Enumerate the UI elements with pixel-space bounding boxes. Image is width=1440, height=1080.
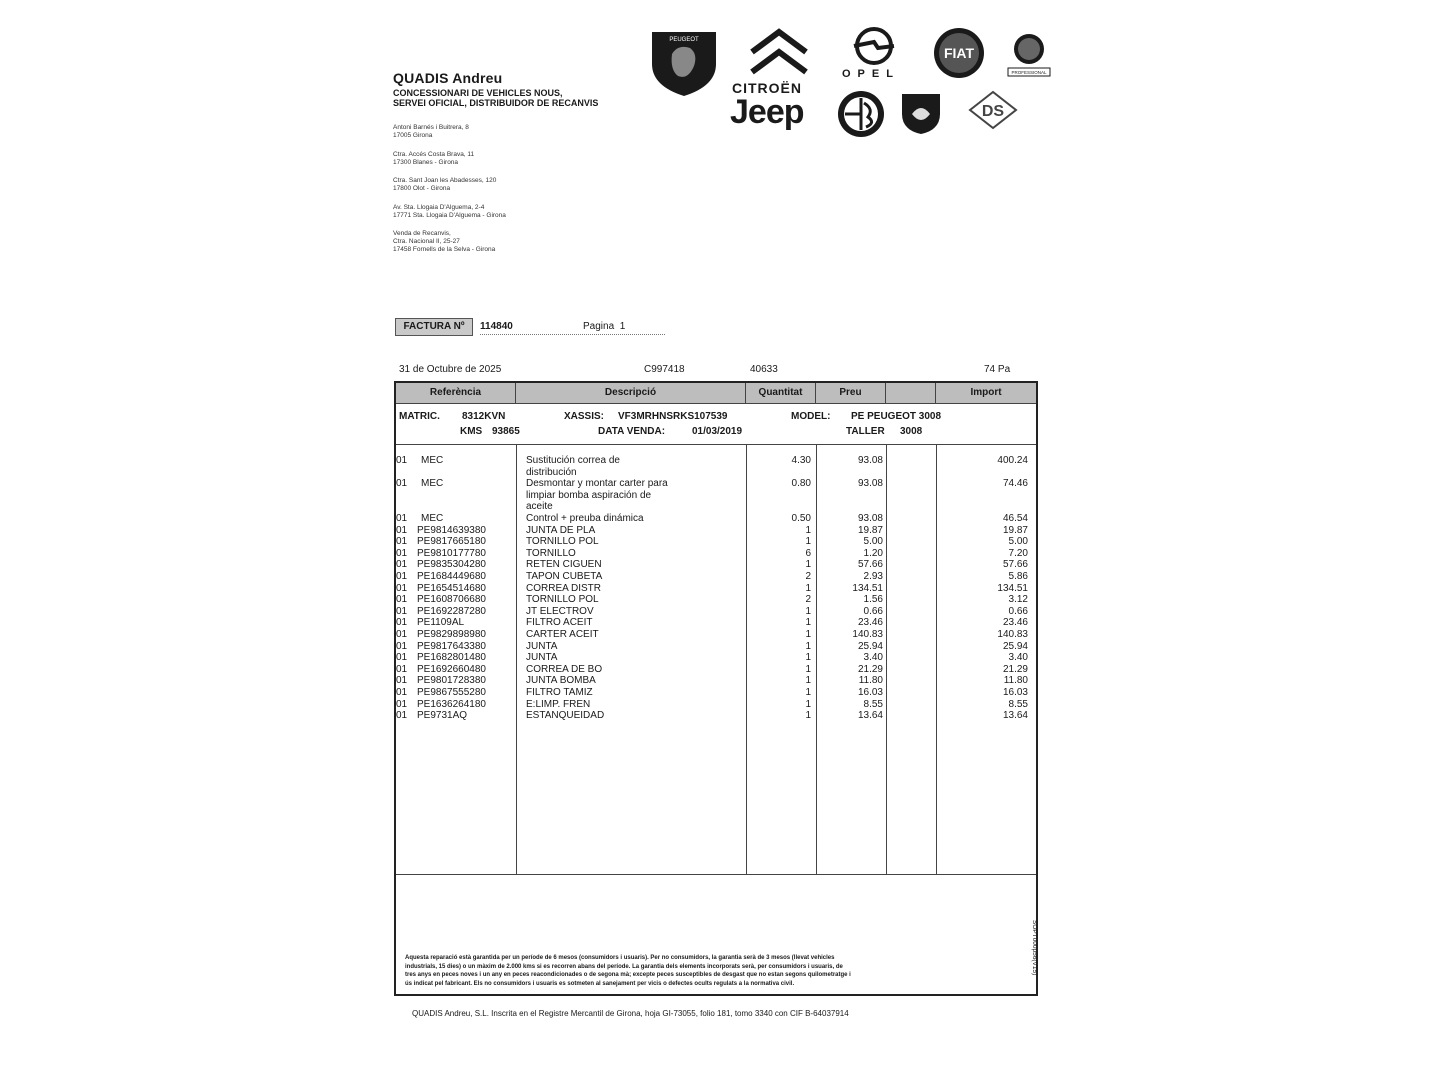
form-code: SOPT000p56(V15) — [1031, 920, 1038, 976]
line-c: 01 — [396, 652, 408, 664]
line-import: 7.20 — [1008, 547, 1028, 559]
peugeot-logo-text: PEUGEOT — [669, 37, 699, 43]
line-price: 13.64 — [857, 710, 883, 722]
line-ref: PE9810177780 — [417, 547, 486, 559]
line-qty: 1 — [805, 582, 811, 594]
citroen-logo-text: CITROËN — [732, 80, 802, 96]
abarth-logo-icon — [898, 88, 944, 136]
line-ref: PE9835304280 — [417, 559, 486, 571]
pagina-text: Pagina — [583, 321, 615, 332]
line-desc: FILTRO ACEIT — [526, 617, 593, 629]
column-header-preu: Preu — [816, 383, 886, 403]
column-header-descripcio: Descripció — [516, 383, 746, 403]
fiat-logo-text: FIAT — [943, 45, 975, 61]
line-desc: Sustitución correa de — [526, 455, 620, 466]
line-import: 57.66 — [1002, 559, 1028, 571]
address-block — [393, 204, 506, 220]
column-line — [816, 444, 817, 874]
line-price: 134.51 — [852, 582, 883, 594]
data-venda-value: 01/03/2019 — [692, 426, 743, 437]
line-desc: JUNTA — [526, 652, 558, 664]
line-qty: 1 — [805, 559, 811, 571]
invoice-code: 40633 — [750, 364, 778, 375]
line-price: 25.94 — [857, 640, 883, 652]
line-import: 21.29 — [1002, 663, 1028, 675]
line-qty: 1 — [805, 524, 811, 536]
line-desc: Desmontar y montar carter para — [526, 478, 668, 490]
matric-value: 8312KVN — [462, 411, 506, 422]
line-import: 8.55 — [1008, 698, 1028, 710]
line-import: 400.24 — [997, 455, 1028, 466]
line-qty: 2 — [805, 594, 811, 606]
address-block — [393, 177, 496, 193]
line-ref: PE9801728380 — [417, 675, 486, 687]
line-c: 01 — [396, 687, 408, 698]
invoice-code: C997418 — [644, 364, 685, 375]
line-qty: 6 — [805, 547, 811, 559]
line-price: 11.80 — [858, 675, 883, 687]
line-import: 13.64 — [1002, 710, 1028, 722]
body-bottom-divider — [396, 874, 1036, 875]
column-header-blank — [886, 383, 936, 403]
line-import: 46.54 — [1002, 513, 1028, 524]
line-price: 16.03 — [857, 687, 883, 698]
address-line: Antoni Barnés i Buitrera, 8 — [393, 124, 469, 131]
ds-logo-icon — [966, 88, 1020, 132]
line-price: 19.87 — [857, 524, 883, 536]
factura-number: 114840 — [480, 321, 513, 332]
line-import: 16.03 — [1002, 687, 1028, 698]
line-ref: PE1636264180 — [417, 698, 486, 710]
jeep-logo-text: Jeep — [730, 93, 804, 131]
line-price: 93.08 — [857, 478, 883, 490]
invoice-code: 74 Pa — [984, 364, 1011, 375]
line-ref: PE1654514680 — [417, 582, 486, 594]
line-ref: PE9817643380 — [417, 640, 486, 652]
line-qty: 1 — [805, 617, 811, 629]
line-qty: 1 — [805, 710, 811, 722]
line-c: 01 — [396, 571, 408, 582]
line-price: 140.83 — [852, 629, 883, 640]
address-line: Ctra. Sant Joan les Abadesses, 120 — [393, 177, 497, 184]
line-desc: CORREA DISTR — [526, 582, 602, 594]
line-ref: PE1684449680 — [417, 571, 486, 582]
line-price: 57.66 — [857, 559, 883, 571]
line-import: 74.46 — [1002, 478, 1028, 490]
line-ref: PE1608706680 — [417, 594, 486, 606]
column-header-import: Import — [936, 383, 1036, 403]
line-desc: JT ELECTROV — [526, 605, 594, 617]
legal-line: industrials, 15 dies) o un màxim de 2.000 kms si es recorren abans del període. La garantia dels elements incorporats serà, per consumidors i usuaris, de — [405, 963, 843, 970]
line-desc: CARTER ACEIT — [526, 629, 599, 640]
line-price: 93.08 — [857, 455, 883, 466]
line-desc: TORNILLO POL — [526, 536, 599, 548]
line-price: 3.40 — [863, 652, 883, 664]
line-import: 25.94 — [1002, 640, 1028, 652]
line-c: 01 — [396, 513, 408, 524]
model-label: MODEL: — [791, 411, 831, 422]
legal-notice — [405, 954, 1025, 988]
line-c: 01 — [396, 605, 408, 617]
line-c: 01 — [396, 675, 408, 687]
line-desc: distribución — [526, 466, 577, 478]
line-ref: PE9829898980 — [417, 629, 486, 640]
line-c: 01 — [396, 640, 408, 652]
info-divider — [396, 444, 1036, 445]
line-desc: JUNTA — [526, 640, 558, 652]
pagina-number: 1 — [619, 321, 626, 332]
legal-line: tres anys en peces noves i un any en peces reacondicionades o de segona mà; excepte peces susceptibles de desgast que no estan segons quilometratge i — [405, 972, 851, 978]
column-line — [516, 444, 517, 874]
line-qty: 2 — [805, 571, 811, 582]
line-qty: 1 — [805, 663, 811, 675]
alfa-romeo-logo-icon — [836, 89, 886, 139]
kms-value: 93865 — [492, 426, 520, 437]
column-header-quantitat: Quantitat — [746, 383, 816, 403]
line-c: 01 — [396, 536, 408, 548]
line-c: 01 — [396, 547, 408, 559]
line-ref: PE9867555280 — [417, 687, 486, 698]
company-description — [393, 88, 598, 108]
line-ref: PE1109AL — [417, 617, 465, 629]
line-import: 23.46 — [1002, 617, 1028, 629]
line-import: 140.83 — [997, 629, 1028, 640]
opel-logo-text: OPEL — [842, 68, 900, 80]
line-qty: 1 — [805, 687, 811, 698]
address-line: Venda de Recanvis, — [393, 230, 451, 237]
line-qty: 1 — [805, 605, 811, 617]
line-c: 01 — [396, 559, 408, 571]
pagina-label — [583, 321, 625, 332]
line-desc: E:LIMP. FREN — [526, 698, 591, 710]
professional-logo-text: PROFESSIONAL — [1011, 70, 1047, 75]
line-ref: MEC — [421, 455, 444, 466]
address-line: 17300 Blanes - Girona — [393, 159, 459, 166]
company-desc-line: SERVEI OFICIAL, DISTRIBUIDOR DE RECANVIS — [393, 98, 599, 108]
line-qty: 1 — [805, 629, 811, 640]
line-price: 0.66 — [863, 605, 883, 617]
registry-line: QUADIS Andreu, S.L. Inscrita en el Registre Mercantil de Girona, hoja GI-73055, folio 181, tomo 3340 con CIF B-64037914 — [412, 1009, 849, 1018]
line-desc: RETEN CIGUEN — [526, 559, 602, 571]
line-qty: 4.30 — [791, 455, 811, 466]
line-import: 19.87 — [1002, 524, 1028, 536]
kms-label: KMS — [460, 426, 483, 437]
fiat-logo-icon — [932, 26, 986, 80]
factura-label: FACTURA Nº — [395, 318, 473, 336]
invoice-date: 31 de Octubre de 2025 — [399, 364, 502, 375]
line-price: 1.56 — [863, 594, 883, 606]
line-c: 01 — [396, 594, 408, 606]
citroen-chevrons-icon — [748, 26, 810, 78]
column-header-referencia: Referència — [396, 383, 516, 403]
line-c: 01 — [396, 710, 408, 722]
line-qty: 1 — [805, 698, 811, 710]
line-price: 21.29 — [857, 663, 883, 675]
line-ref: PE9731AQ — [417, 710, 468, 722]
peugeot-logo-icon — [648, 26, 720, 98]
line-ref: PE1692660480 — [417, 663, 486, 675]
address-line: 17005 Girona — [393, 132, 433, 139]
address-line: 17800 Olot - Girona — [393, 185, 451, 192]
line-import: 134.51 — [997, 582, 1028, 594]
column-line — [746, 444, 747, 874]
line-price: 1.20 — [863, 547, 883, 559]
line-import: 3.12 — [1008, 594, 1028, 606]
line-c: 01 — [396, 524, 408, 536]
line-ref: PE9817665180 — [417, 536, 486, 548]
line-price: 5.00 — [863, 536, 883, 548]
line-qty: 0.50 — [791, 513, 811, 524]
line-desc: aceite — [526, 501, 553, 513]
line-qty: 0.80 — [791, 478, 811, 490]
line-ref: MEC — [421, 478, 444, 490]
line-c: 01 — [396, 478, 408, 490]
matric-label: MATRIC. — [399, 411, 440, 422]
address-block — [393, 124, 469, 140]
xassis-label: XASSIS: — [564, 411, 605, 422]
line-c: 01 — [396, 663, 408, 675]
line-desc: TORNILLO POL — [526, 594, 599, 606]
line-ref: PE9814639380 — [417, 524, 486, 536]
address-line: 17771 Sta. Llogaia D'Alguema - Girona — [393, 212, 506, 219]
company-name: QUADIS Andreu — [393, 70, 503, 86]
taller-value: 3008 — [900, 426, 923, 437]
line-qty: 1 — [805, 536, 811, 548]
xassis-value: VF3MRHNSRKS107539 — [618, 411, 728, 422]
taller-label: TALLER — [846, 426, 885, 437]
line-desc: FILTRO TAMIZ — [526, 687, 593, 698]
line-desc: TORNILLO — [526, 547, 576, 559]
address-block — [393, 151, 474, 167]
column-line — [886, 444, 887, 874]
line-desc: JUNTA BOMBA — [526, 675, 596, 687]
line-qty: 1 — [805, 652, 811, 664]
line-ref: MEC — [421, 513, 444, 524]
address-line: Ctra. Nacional II, 25-27 — [393, 238, 460, 245]
line-price: 23.46 — [857, 617, 883, 629]
line-price: 93.08 — [857, 513, 883, 524]
line-c: 01 — [396, 617, 408, 629]
line-c: 01 — [396, 455, 408, 466]
line-c: 01 — [396, 629, 408, 640]
line-qty: 1 — [805, 640, 811, 652]
line-qty: 1 — [805, 675, 811, 687]
line-price: 8.55 — [863, 698, 883, 710]
line-import: 5.00 — [1008, 536, 1028, 548]
legal-line: Aquesta reparació està garantida per un període de 6 mesos (consumidors i usuaris). Per no consumidors, la garantia serà de 3 mesos (llevat vehicles — [405, 955, 835, 961]
line-c: 01 — [396, 582, 408, 594]
line-desc: TAPON CUBETA — [526, 571, 603, 582]
line-ref: PE1692287280 — [417, 605, 486, 617]
company-desc-line: CONCESSIONARI DE VEHICLES NOUS, — [393, 88, 563, 98]
line-c: 01 — [396, 698, 408, 710]
address-block — [393, 230, 495, 254]
ds-logo-text: DS — [981, 103, 1005, 120]
line-desc: limpiar bomba aspiración de — [526, 489, 652, 501]
address-line: Av. Sta. Llogaia D'Alguema, 2-4 — [393, 204, 485, 211]
line-desc: CORREA DE BO — [526, 663, 603, 675]
line-import: 11.80 — [1003, 675, 1028, 687]
dotted-divider — [480, 334, 665, 335]
line-desc: ESTANQUEIDAD — [526, 710, 605, 722]
line-desc: Control + preuba dinámica — [526, 513, 644, 524]
address-line: Ctra. Accés Costa Brava, 11 — [393, 151, 475, 158]
data-venda-label: DATA VENDA: — [598, 426, 666, 437]
line-import: 5.86 — [1008, 571, 1028, 582]
line-import: 3.40 — [1008, 652, 1028, 664]
line-import: 0.66 — [1008, 605, 1028, 617]
address-line: 17458 Fornells de la Selva - Girona — [393, 246, 496, 253]
model-value: PE PEUGEOT 3008 — [851, 411, 942, 422]
line-ref: PE1682801480 — [417, 652, 486, 664]
column-line — [936, 444, 937, 874]
line-price: 2.93 — [863, 571, 883, 582]
legal-line: ús indicat pel fabricant. Els no consumidors i usuaris es sotmeten al sanejament per vicis o defectes ocults regulats a la normativa civil. — [405, 980, 795, 987]
fiat-professional-logo-icon — [1004, 32, 1054, 80]
line-desc: JUNTA DE PLA — [526, 524, 596, 536]
header-divider — [396, 403, 1036, 404]
opel-logo-icon — [850, 26, 898, 68]
